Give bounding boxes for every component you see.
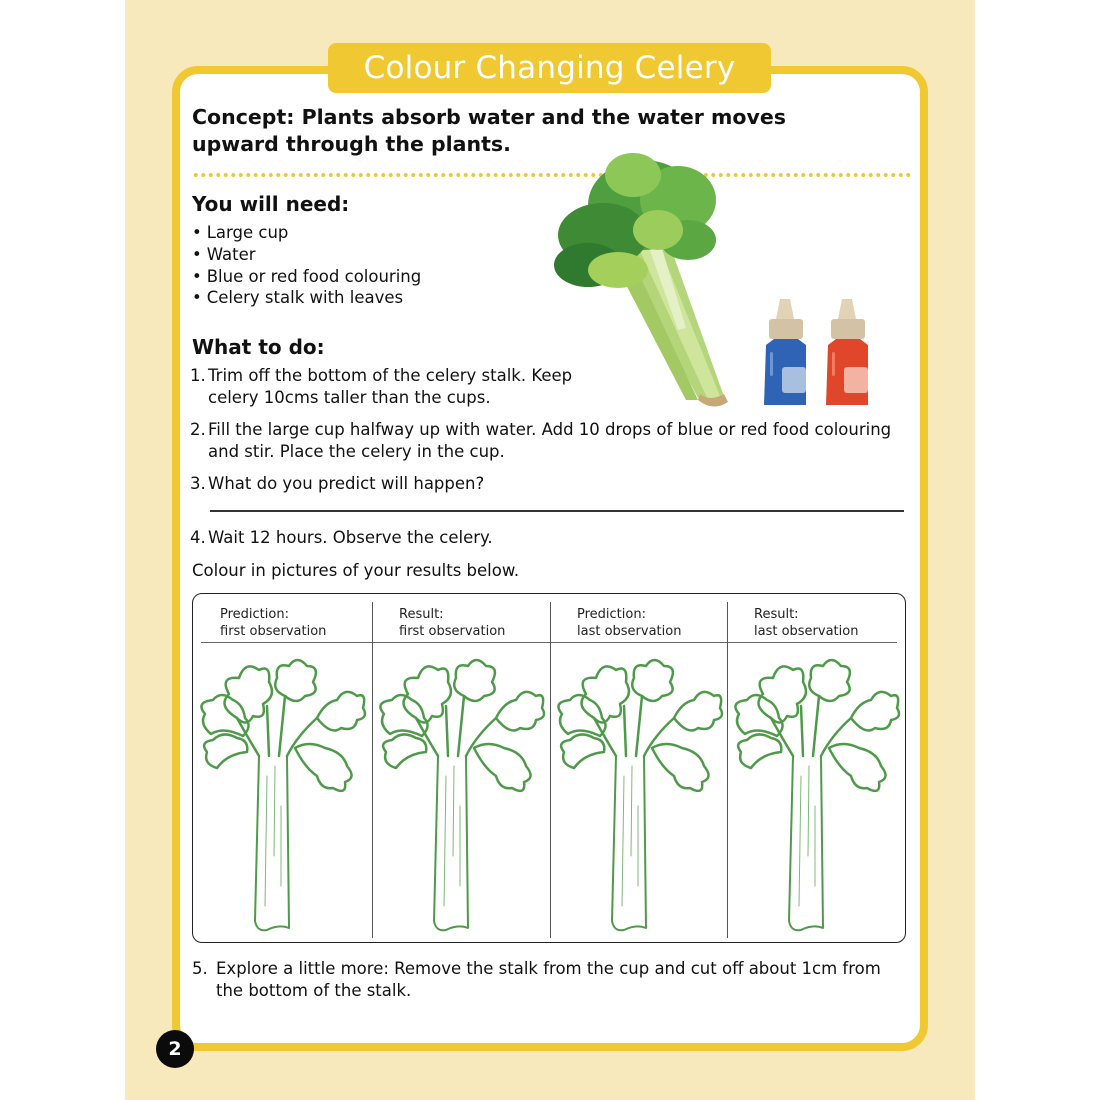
results-table: [192, 593, 906, 943]
column-header: Prediction: last observation: [577, 607, 682, 639]
red-bottle-icon: [826, 299, 868, 405]
step-2: [190, 419, 910, 462]
step-text: Trim off the bottom of the celery stalk. Keep celery 10cms taller than the cups.: [208, 366, 573, 407]
celery-leaves-icon: [554, 153, 716, 288]
step-4: [190, 527, 910, 549]
blue-bottle-icon: [764, 299, 806, 405]
step-number: 3.: [190, 474, 206, 493]
celery-outline-icon: [197, 656, 367, 936]
list-item: • Water: [192, 244, 421, 266]
prediction-answer-line[interactable]: [210, 510, 904, 512]
step-text: Wait 12 hours. Observe the celery.: [208, 528, 493, 547]
title-banner: [328, 43, 771, 93]
concept-statement: Concept: Plants absorb water and the water moves upward through the plants.: [192, 105, 786, 156]
what-to-do-heading: What to do:: [192, 335, 325, 359]
you-will-need-heading: You will need:: [192, 192, 350, 216]
column-header: Result: first observation: [399, 607, 506, 639]
column-header: Prediction: first observation: [220, 607, 327, 639]
step-5: [192, 958, 912, 1001]
step-number: 2.: [190, 420, 206, 439]
step-number: 5.: [192, 959, 208, 978]
table-column-result-last[interactable]: [727, 594, 906, 942]
celery-outline-icon: [554, 656, 724, 936]
list-item: • Celery stalk with leaves: [192, 287, 421, 309]
column-header: Result: last observation: [754, 607, 859, 639]
materials-list: [192, 222, 421, 309]
food-colouring-bottles: [760, 297, 888, 412]
table-column-result-first[interactable]: [372, 594, 550, 942]
celery-outline-icon: [731, 656, 901, 936]
step-text: Explore a little more: Remove the stalk from the cup and cut off about 1cm from the bottom of the stalk.: [216, 959, 881, 1000]
page-number-badge: 2: [156, 1030, 194, 1068]
step-text: What do you predict will happen?: [208, 474, 485, 493]
list-item: • Large cup: [192, 222, 421, 244]
step-number: 1.: [190, 366, 206, 385]
step-1: [190, 365, 590, 408]
celery-outline-icon: [376, 656, 546, 936]
list-item: • Blue or red food colouring: [192, 266, 421, 288]
step-number: 4.: [190, 528, 206, 547]
step-3: [190, 473, 910, 495]
step-text: Fill the large cup halfway up with water. Add 10 drops of blue or red food colouring and stir. Place the celery in the cup.: [208, 420, 892, 461]
page-title: Colour Changing Celery: [363, 50, 736, 86]
colour-instruction: Colour in pictures of your results below.: [192, 561, 520, 580]
table-column-prediction-first[interactable]: [193, 594, 372, 942]
table-column-prediction-last[interactable]: [550, 594, 727, 942]
celery-illustration: [548, 150, 738, 412]
